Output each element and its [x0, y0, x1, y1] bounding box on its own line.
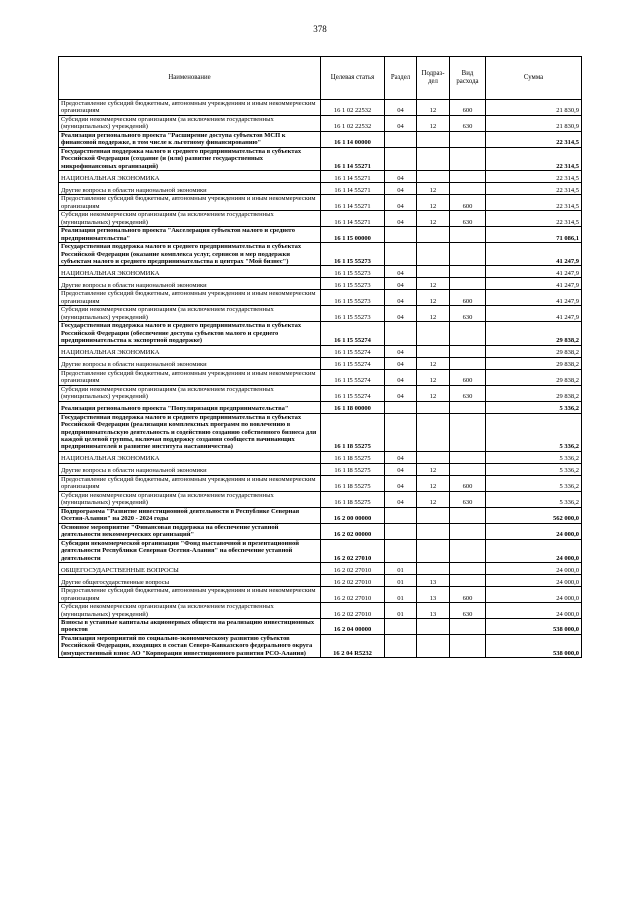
row-name: НАЦИОНАЛЬНАЯ ЭКОНОМИКА [59, 171, 321, 183]
row-expense-type: 630 [450, 306, 486, 322]
row-expense-type: 630 [450, 491, 486, 507]
row-section: 01 [385, 563, 417, 575]
row-name: ОБЩЕГОСУДАРСТВЕННЫЕ ВОПРОСЫ [59, 563, 321, 575]
row-amount: 5 336,2 [486, 413, 582, 451]
header-name: Наименование [59, 57, 321, 100]
row-amount: 29 838,2 [486, 345, 582, 357]
table-row [59, 227, 582, 243]
row-name: Субсидии некоммерческой организации "Фонд выставочной и презентационной деятельности Республики Северная Осетия-Алания" на обеспечение уставной деятельности [59, 539, 321, 562]
row-name: Основное мероприятие "Финансовая поддержка на обеспечение уставной деятельности некоммерческих организаций" [59, 523, 321, 539]
row-name: Реализация регионального проекта "Акселерация субъектов малого и среднего предпринимательства" [59, 227, 321, 243]
row-target-code: 16 1 I8 55275 [321, 451, 385, 463]
row-name: Предоставление субсидий бюджетным, автономным учреждениям и иным некоммерческим организациям [59, 100, 321, 116]
row-subsection [417, 227, 450, 243]
row-subsection: 12 [417, 290, 450, 306]
row-subsection [417, 345, 450, 357]
table-row [59, 539, 582, 562]
row-subsection: 12 [417, 100, 450, 116]
row-subsection: 13 [417, 603, 450, 619]
row-section [385, 401, 417, 413]
row-name: НАЦИОНАЛЬНАЯ ЭКОНОМИКА [59, 266, 321, 278]
row-expense-type [450, 575, 486, 587]
row-name: Субсидии некоммерческим организациям (за исключением государственных (муниципальных) учреждений) [59, 211, 321, 227]
table-row [59, 278, 582, 290]
row-name: Государственная поддержка малого и среднего предпринимательства в субъектах Российской Федерации (обеспечение доступа субъектов малого и среднего предпринимательства к экспортной поддержке) [59, 322, 321, 345]
row-subsection: 12 [417, 195, 450, 211]
row-subsection: 12 [417, 357, 450, 369]
row-section: 04 [385, 475, 417, 491]
row-target-code: 16 1 I5 55273 [321, 278, 385, 290]
row-target-code: 16 1 I5 00000 [321, 227, 385, 243]
row-name: Реализация регионального проекта "Популяризация предпринимательства" [59, 401, 321, 413]
row-amount: 29 838,2 [486, 385, 582, 401]
row-name: Реализация регионального проекта "Расширение доступа субъектов МСП к финансовой поддержке, в том числе к льготному финансированию" [59, 131, 321, 147]
row-section: 04 [385, 211, 417, 227]
row-section [385, 507, 417, 523]
row-subsection: 12 [417, 306, 450, 322]
row-subsection [417, 507, 450, 523]
row-amount: 41 247,9 [486, 306, 582, 322]
table-row [59, 195, 582, 211]
row-target-code: 16 2 02 00000 [321, 523, 385, 539]
row-target-code: 16 1 I5 55274 [321, 357, 385, 369]
budget-table [58, 56, 582, 658]
row-subsection [417, 243, 450, 266]
row-section: 04 [385, 491, 417, 507]
row-expense-type [450, 401, 486, 413]
row-section: 01 [385, 587, 417, 603]
row-target-code: 16 1 I4 55271 [321, 147, 385, 170]
row-target-code: 16 1 I4 00000 [321, 131, 385, 147]
row-section [385, 413, 417, 451]
row-section [385, 243, 417, 266]
table-row [59, 243, 582, 266]
row-subsection [417, 147, 450, 170]
table-row [59, 603, 582, 619]
row-subsection: 12 [417, 491, 450, 507]
row-section: 04 [385, 266, 417, 278]
row-expense-type [450, 357, 486, 369]
row-target-code: 16 1 I8 55275 [321, 463, 385, 475]
row-amount: 538 000,0 [486, 618, 582, 634]
row-target-code: 16 1 I5 55273 [321, 306, 385, 322]
row-name: Другие вопросы в области национальной экономики [59, 278, 321, 290]
row-section: 04 [385, 290, 417, 306]
table-header-row [59, 57, 582, 100]
row-expense-type [450, 266, 486, 278]
row-name: Субсидии некоммерческим организациям (за исключением государственных (муниципальных) учреждений) [59, 385, 321, 401]
row-name: Взносы в уставные капиталы акционерных обществ на реализацию инвестиционных проектов [59, 618, 321, 634]
row-expense-type [450, 523, 486, 539]
table-row [59, 413, 582, 451]
row-section: 04 [385, 100, 417, 116]
row-amount: 5 336,2 [486, 463, 582, 475]
table-row [59, 618, 582, 634]
row-section: 04 [385, 385, 417, 401]
row-name: Подпрограмма "Развитие инвестиционной деятельности в Республике Северная Осетия-Алания" на 2020 - 2024 годы [59, 507, 321, 523]
row-target-code: 16 1 I4 55271 [321, 171, 385, 183]
table-row [59, 306, 582, 322]
row-expense-type [450, 345, 486, 357]
row-name: Предоставление субсидий бюджетным, автономным учреждениям и иным некоммерческим организациям [59, 475, 321, 491]
row-amount: 24 000,0 [486, 575, 582, 587]
row-amount: 5 336,2 [486, 491, 582, 507]
row-section: 04 [385, 451, 417, 463]
row-expense-type [450, 413, 486, 451]
row-expense-type: 600 [450, 587, 486, 603]
table-row [59, 266, 582, 278]
row-target-code: 16 1 I5 55273 [321, 243, 385, 266]
row-name: НАЦИОНАЛЬНАЯ ЭКОНОМИКА [59, 345, 321, 357]
row-section [385, 618, 417, 634]
row-name: Другие вопросы в области национальной экономики [59, 357, 321, 369]
row-section: 04 [385, 183, 417, 195]
row-target-code: 16 1 I5 55274 [321, 322, 385, 345]
row-name: Субсидии некоммерческим организациям (за исключением государственных (муниципальных) учреждений) [59, 491, 321, 507]
table-row [59, 322, 582, 345]
table-row [59, 357, 582, 369]
header-expense-type: Вид расхода [450, 57, 486, 100]
row-name: Субсидии некоммерческим организациям (за исключением государственных (муниципальных) учреждений) [59, 115, 321, 131]
row-target-code: 16 1 02 22532 [321, 100, 385, 116]
row-amount: 22 314,5 [486, 147, 582, 170]
row-expense-type: 630 [450, 211, 486, 227]
row-name: Государственная поддержка малого и среднего предпринимательства в субъектах Российской Федерации (реализация комплексных программ по вовлечению в предпринимательскую деятельность и содействию созданию собственного бизнеса для каждой целевой группы, включая поддержку создания сообществ начинающих предпринимателей и развитие института наставничества) [59, 413, 321, 451]
row-section: 04 [385, 171, 417, 183]
row-amount: 562 000,0 [486, 507, 582, 523]
table-row [59, 491, 582, 507]
row-section [385, 634, 417, 657]
row-target-code: 16 2 02 27010 [321, 539, 385, 562]
row-subsection: 12 [417, 475, 450, 491]
row-subsection [417, 634, 450, 657]
header-amount: Сумма [486, 57, 582, 100]
row-expense-type [450, 227, 486, 243]
row-target-code: 16 1 I8 00000 [321, 401, 385, 413]
table-row [59, 115, 582, 131]
row-target-code: 16 1 I4 55271 [321, 211, 385, 227]
row-target-code: 16 1 I8 55275 [321, 413, 385, 451]
row-section [385, 227, 417, 243]
row-amount: 5 336,2 [486, 475, 582, 491]
row-subsection [417, 563, 450, 575]
row-subsection: 12 [417, 369, 450, 385]
row-amount: 538 000,0 [486, 634, 582, 657]
row-section: 04 [385, 278, 417, 290]
table-row [59, 507, 582, 523]
row-subsection: 13 [417, 587, 450, 603]
row-subsection [417, 413, 450, 451]
table-row [59, 463, 582, 475]
row-amount: 22 314,5 [486, 131, 582, 147]
table-row [59, 587, 582, 603]
row-section: 04 [385, 369, 417, 385]
row-amount: 22 314,5 [486, 183, 582, 195]
table-row [59, 131, 582, 147]
table-row [59, 401, 582, 413]
row-section: 01 [385, 575, 417, 587]
row-target-code: 16 1 I8 55275 [321, 491, 385, 507]
row-subsection [417, 266, 450, 278]
table-row [59, 385, 582, 401]
row-target-code: 16 1 I8 55275 [321, 475, 385, 491]
row-name: НАЦИОНАЛЬНАЯ ЭКОНОМИКА [59, 451, 321, 463]
row-name: Реализация мероприятий по социально-экономическому развитию субъектов Российской Федерации, входящих в состав Северо-Кавказского федерального округа (имущественный взнос АО "Корпорация инвестиционного развития РСО-Алания) [59, 634, 321, 657]
row-amount: 5 336,2 [486, 401, 582, 413]
row-expense-type [450, 451, 486, 463]
row-target-code: 16 1 I4 55271 [321, 195, 385, 211]
row-expense-type [450, 243, 486, 266]
row-section [385, 131, 417, 147]
row-name: Государственная поддержка малого и среднего предпринимательства в субъектах Российской Федерации (оказание комплекса услуг, сервисов и мер поддержки субъектам малого и среднего предпринимательства в центрах "Мой бизнес") [59, 243, 321, 266]
row-amount: 71 086,1 [486, 227, 582, 243]
row-amount: 22 314,5 [486, 211, 582, 227]
row-section: 04 [385, 115, 417, 131]
row-expense-type [450, 563, 486, 575]
row-subsection [417, 322, 450, 345]
row-amount: 22 314,5 [486, 171, 582, 183]
row-amount: 24 000,0 [486, 603, 582, 619]
row-expense-type [450, 539, 486, 562]
row-expense-type [450, 507, 486, 523]
table-row [59, 211, 582, 227]
row-target-code: 16 2 02 27010 [321, 603, 385, 619]
row-target-code: 16 2 02 27010 [321, 563, 385, 575]
table-body [59, 100, 582, 658]
row-expense-type [450, 463, 486, 475]
row-expense-type [450, 183, 486, 195]
row-expense-type [450, 618, 486, 634]
row-subsection: 12 [417, 385, 450, 401]
row-section: 04 [385, 345, 417, 357]
table-row [59, 523, 582, 539]
table-row [59, 345, 582, 357]
header-code: Целевая статья [321, 57, 385, 100]
row-name: Другие вопросы в области национальной экономики [59, 463, 321, 475]
row-target-code: 16 1 I5 55273 [321, 290, 385, 306]
row-target-code: 16 2 02 27010 [321, 587, 385, 603]
table-row [59, 634, 582, 657]
row-target-code: 16 1 I5 55274 [321, 345, 385, 357]
row-expense-type: 600 [450, 100, 486, 116]
row-target-code: 16 1 I5 55273 [321, 266, 385, 278]
table-row [59, 147, 582, 170]
table-row [59, 575, 582, 587]
row-target-code: 16 2 02 27010 [321, 575, 385, 587]
row-amount: 21 830,9 [486, 115, 582, 131]
row-subsection [417, 539, 450, 562]
row-target-code: 16 2 04 R5232 [321, 634, 385, 657]
row-amount: 29 838,2 [486, 357, 582, 369]
row-amount: 41 247,9 [486, 243, 582, 266]
row-amount: 24 000,0 [486, 523, 582, 539]
row-expense-type: 600 [450, 475, 486, 491]
table-row [59, 563, 582, 575]
row-name: Государственная поддержка малого и среднего предпринимательства в субъектах Российской Федерации (создание (и (или) развитие государственных микрофинансовых организаций) [59, 147, 321, 170]
table-row [59, 171, 582, 183]
row-section [385, 147, 417, 170]
row-section: 04 [385, 463, 417, 475]
row-expense-type [450, 634, 486, 657]
row-section: 04 [385, 357, 417, 369]
row-amount: 5 336,2 [486, 451, 582, 463]
row-name: Субсидии некоммерческим организациям (за исключением государственных (муниципальных) учреждений) [59, 306, 321, 322]
row-name: Другие вопросы в области национальной экономики [59, 183, 321, 195]
table-row [59, 475, 582, 491]
header-subsection: Подраз-дел [417, 57, 450, 100]
row-name: Предоставление субсидий бюджетным, автономным учреждениям и иным некоммерческим организациям [59, 195, 321, 211]
row-name: Предоставление субсидий бюджетным, автономным учреждениям и иным некоммерческим организациям [59, 587, 321, 603]
row-subsection [417, 171, 450, 183]
row-section: 01 [385, 603, 417, 619]
row-section: 04 [385, 306, 417, 322]
row-subsection [417, 131, 450, 147]
row-expense-type: 600 [450, 195, 486, 211]
row-section [385, 539, 417, 562]
row-subsection: 12 [417, 463, 450, 475]
row-subsection: 12 [417, 211, 450, 227]
page-number: 378 [313, 24, 327, 34]
row-expense-type [450, 171, 486, 183]
row-amount: 41 247,9 [486, 290, 582, 306]
row-section: 04 [385, 195, 417, 211]
row-amount: 24 000,0 [486, 539, 582, 562]
row-name: Субсидии некоммерческим организациям (за исключением государственных (муниципальных) учреждений) [59, 603, 321, 619]
row-expense-type [450, 278, 486, 290]
row-target-code: 16 1 02 22532 [321, 115, 385, 131]
row-subsection: 12 [417, 183, 450, 195]
row-expense-type: 600 [450, 369, 486, 385]
row-amount: 29 838,2 [486, 369, 582, 385]
row-target-code: 16 2 04 00000 [321, 618, 385, 634]
table-row [59, 100, 582, 116]
row-expense-type: 630 [450, 115, 486, 131]
table-row [59, 183, 582, 195]
row-target-code: 16 2 00 00000 [321, 507, 385, 523]
table-row [59, 369, 582, 385]
row-subsection [417, 451, 450, 463]
header-section: Раздел [385, 57, 417, 100]
row-section [385, 322, 417, 345]
row-amount: 41 247,9 [486, 278, 582, 290]
row-amount: 41 247,9 [486, 266, 582, 278]
row-section [385, 523, 417, 539]
row-subsection [417, 618, 450, 634]
row-subsection: 12 [417, 115, 450, 131]
row-expense-type: 630 [450, 385, 486, 401]
row-amount: 22 314,5 [486, 195, 582, 211]
table-row [59, 290, 582, 306]
row-subsection: 12 [417, 278, 450, 290]
row-subsection [417, 401, 450, 413]
row-expense-type: 600 [450, 290, 486, 306]
row-expense-type [450, 322, 486, 345]
row-target-code: 16 1 I5 55274 [321, 369, 385, 385]
row-amount: 24 000,0 [486, 563, 582, 575]
row-target-code: 16 1 I5 55274 [321, 385, 385, 401]
row-subsection [417, 523, 450, 539]
row-expense-type: 630 [450, 603, 486, 619]
row-amount: 24 000,0 [486, 587, 582, 603]
row-name: Другие общегосударственные вопросы [59, 575, 321, 587]
row-target-code: 16 1 I4 55271 [321, 183, 385, 195]
row-amount: 21 830,9 [486, 100, 582, 116]
row-amount: 29 838,2 [486, 322, 582, 345]
row-expense-type [450, 147, 486, 170]
row-subsection: 13 [417, 575, 450, 587]
row-name: Предоставление субсидий бюджетным, автономным учреждениям и иным некоммерческим организациям [59, 369, 321, 385]
row-name: Предоставление субсидий бюджетным, автономным учреждениям и иным некоммерческим организациям [59, 290, 321, 306]
row-expense-type [450, 131, 486, 147]
table-row [59, 451, 582, 463]
